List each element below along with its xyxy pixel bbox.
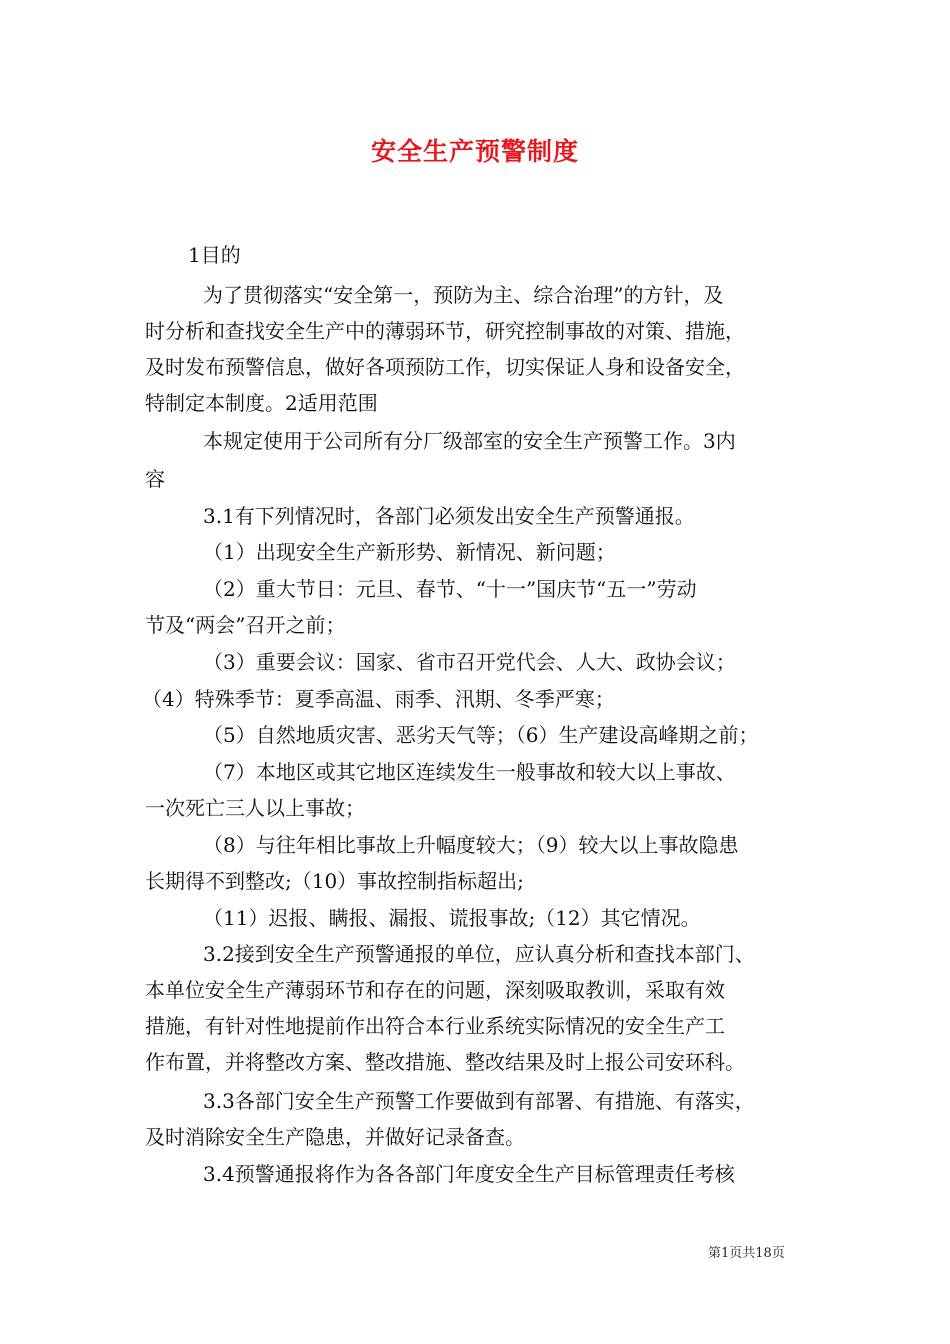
list-item: 长期得不到整改;（10）事故控制指标超出; bbox=[145, 869, 524, 893]
paragraph-line: 容 bbox=[145, 467, 165, 491]
paragraph-line: 措施，有针对性地提前作出符合本行业系统实际情况的安全生产工 bbox=[145, 1014, 725, 1038]
list-item: 一次死亡三人以上事故； bbox=[145, 796, 365, 820]
list-item: （2）重大节日：元旦、春节、“十一”国庆节“五一”劳动 bbox=[203, 577, 697, 601]
list-item: （7）本地区或其它地区连续发生一般事故和较大以上事故、 bbox=[203, 760, 736, 784]
paragraph-line: 本单位安全生产薄弱环节和存在的问题，深刻吸取教训，采取有效 bbox=[145, 978, 725, 1002]
paragraph-line: 本规定使用于公司所有分厂级部室的安全生产预警工作。3内 bbox=[203, 429, 736, 453]
paragraph-line: 3.4预警通报将作为各各部门年度安全生产目标管理责任考核 bbox=[203, 1162, 735, 1186]
section-heading: 1目的 bbox=[188, 243, 241, 267]
paragraph-line: 时分析和查找安全生产中的薄弱环节，研究控制事故的对策、措施， bbox=[145, 319, 745, 343]
list-item: （11）迟报、瞒报、漏报、谎报事故;（12）其它情况。 bbox=[203, 906, 701, 930]
paragraph-line: 及时发布预警信息，做好各项预防工作，切实保证人身和设备安全， bbox=[145, 355, 745, 379]
paragraph-line: 特制定本制度。2适用范围 bbox=[145, 391, 378, 415]
list-item: （1）出现安全生产新形势、新情况、新问题； bbox=[203, 540, 616, 564]
page-number: 第1页共18页 bbox=[708, 1246, 785, 1261]
list-item: （5）自然地质灾害、恶劣天气等；（6）生产建设高峰期之前； bbox=[203, 723, 759, 747]
list-item: （4）特殊季节：夏季高温、雨季、汛期、冬季严寒； bbox=[142, 687, 615, 711]
paragraph-line: 及时消除安全生产隐患，并做好记录备查。 bbox=[145, 1125, 525, 1149]
paragraph-line: 3.3各部门安全生产预警工作要做到有部署、有措施、有落实， bbox=[203, 1089, 755, 1113]
paragraph-line: 为了贯彻落实“安全第一，预防为主、综合治理”的方针，及 bbox=[203, 283, 724, 307]
paragraph-line: 3.2接到安全生产预警通报的单位，应认真分析和查找本部门、 bbox=[203, 942, 755, 966]
list-item: （3）重要会议：国家、省市召开党代会、人大、政协会议； bbox=[203, 650, 736, 674]
paragraph-line: 3.1有下列情况时，各部门必须发出安全生产预警通报。 bbox=[203, 504, 695, 528]
list-item: 节及“两会”召开之前； bbox=[145, 613, 346, 637]
document-title: 安全生产预警制度 bbox=[370, 137, 579, 166]
list-item: （8）与往年相比事故上升幅度较大；（9）较大以上事故隐患 bbox=[203, 833, 739, 857]
paragraph-line: 作布置，并将整改方案、整改措施、整改结果及时上报公司安环科。 bbox=[145, 1050, 745, 1074]
